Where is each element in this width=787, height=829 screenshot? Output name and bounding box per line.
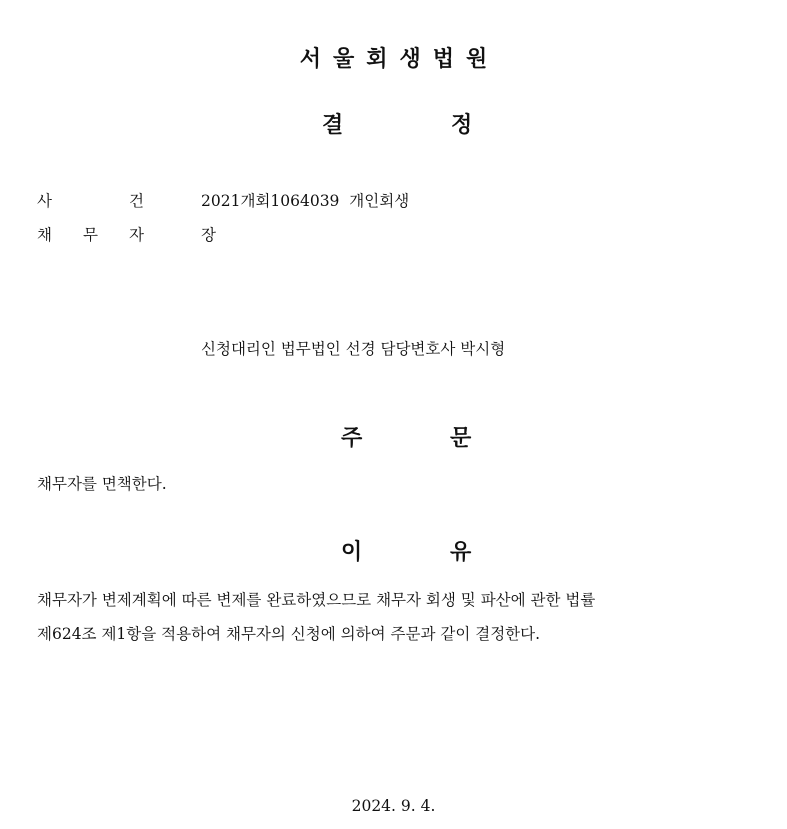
- order-text: 채무자를 면책한다.: [37, 475, 167, 493]
- case-label-char-2: 건: [129, 192, 144, 210]
- debtor-label-char-3: 자: [129, 226, 144, 244]
- document-type-char-1: 결: [322, 113, 344, 138]
- reasons-line-1: 채무자가 변제계획에 따른 변제를 완료하였으므로 채무자 회생 및 파산에 관한 법률: [37, 591, 596, 609]
- order-heading-char-2: 문: [450, 426, 472, 451]
- reasons-line-2: 제624조 제1항을 적용하여 채무자의 신청에 의하여 주문과 같이 결정한다.: [37, 625, 541, 643]
- case-label-char-1: 사: [37, 192, 52, 210]
- debtor-label: [37, 225, 144, 245]
- court-title: 서울회생법원: [299, 47, 500, 72]
- case-label: [37, 191, 144, 211]
- reasons-heading-char-1: 이: [341, 540, 363, 565]
- debtor-label-char-2: 무: [83, 226, 98, 244]
- case-number: 2021개회1064039 개인회생: [201, 192, 410, 210]
- representative: 신청대리인 법무법인 선경 담당변호사 박시형: [201, 340, 506, 358]
- debtor-label-char-1: 채: [37, 226, 52, 244]
- document-type-char-2: 정: [451, 113, 473, 138]
- decision-date: 2024. 9. 4.: [351, 797, 436, 815]
- debtor-name: 장: [201, 226, 216, 244]
- order-heading-char-1: 주: [341, 426, 363, 451]
- reasons-heading-char-2: 유: [450, 540, 472, 565]
